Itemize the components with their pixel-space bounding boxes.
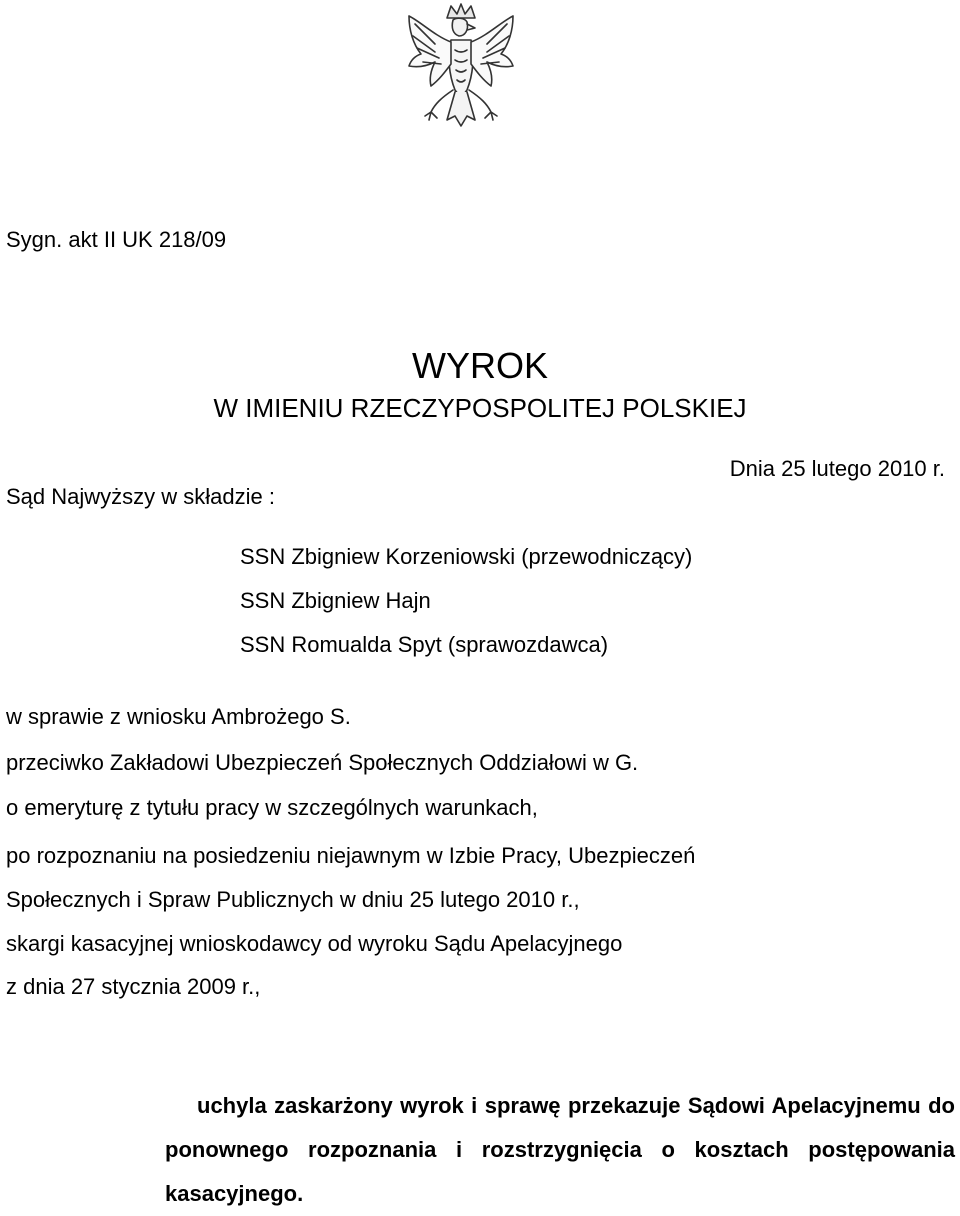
judge-rapporteur: SSN Romualda Spyt (sprawozdawca) (240, 632, 609, 657)
ruling-text: uchyla zaskarżony wyrok i sprawę przekazuje Sądowi Apelacyjnemu do ponownego rozpoznania i rozstrzygnięcia o kosztach postępowania kasacyjnego. (165, 1093, 955, 1206)
document-subtitle: W IMIENIU RZECZYPOSPOLITEJ POLSKIEJ (213, 393, 747, 423)
case-line: z dnia 27 stycznia 2009 r., (6, 974, 261, 999)
case-line: skargi kasacyjnej wnioskodawcy od wyroku Sądu Apelacyjnego (6, 931, 623, 956)
document-title: WYROK (411, 345, 548, 386)
judge-presiding: SSN Zbigniew Korzeniowski (przewodniczący) (240, 544, 693, 569)
case-line: Społecznych i Spraw Publicznych w dniu 25 lutego 2010 r., (6, 887, 580, 912)
case-line: w sprawie z wniosku Ambrożego S. (6, 704, 351, 729)
case-line: przeciwko Zakładowi Ubezpieczeń Społecznych Oddziałowi w G. (6, 750, 639, 775)
polish-eagle-emblem-icon (395, 0, 527, 160)
judgment-date: Dnia 25 lutego 2010 r. (729, 456, 945, 481)
case-line: o emeryturę z tytułu pracy w szczególnych warunkach, (6, 795, 538, 820)
judge-member: SSN Zbigniew Hajn (240, 588, 431, 613)
case-line: po rozpoznaniu na posiedzeniu niejawnym w Izbie Pracy, Ubezpieczeń (6, 843, 696, 868)
case-reference: Sygn. akt II UK 218/09 (6, 227, 227, 252)
court-composition-intro: Sąd Najwyższy w składzie : (6, 484, 275, 509)
